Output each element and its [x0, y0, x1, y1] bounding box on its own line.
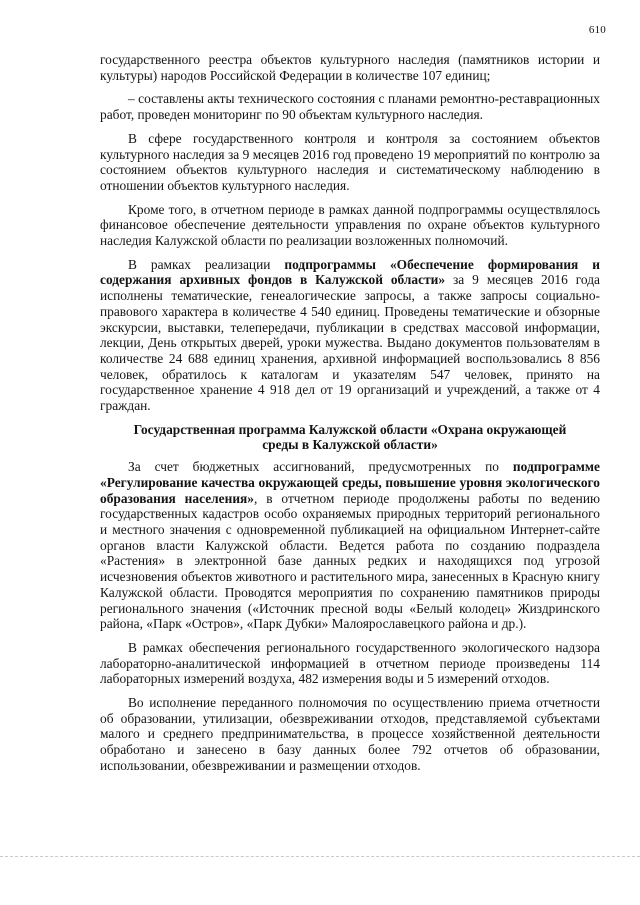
archive-intro-text: В рамках реализации [128, 256, 285, 272]
environment-details-text: , в отчетном периоде продолжены работы по ведению государственных кадастров особо охраняемых природных территорий регионального и местного значения с одновременной публикацией на официальном Интернет-сайте органов власти Калужской области. Ведется работа по созданию подраздела «Растения» в электронной базе данных редких и находящихся под угрозой исчезновения объектов животного и растительного мира, занесенных в Красную книгу Калужской области. Проводятся мероприятия по сохранению памятников природы регионального значения («Источник пресной воды «Белый колодец» Жиздринского района, «Парк «Остров», «Парк Дубки» Малоярославецкого района и др.). [100, 490, 601, 632]
archive-details-text: за 9 месяцев 2016 года исполнены тематические, генеалогические запросы, а также запросы социально-правового характера в количестве 4 540 единиц. Проведены тематические и обзорные экскурсии, выставки, телепередачи, публикации в средствах массовой информации, лекции, День открытых дверей, уроки мужества. Выдано документов пользователям в количестве 24 688 единиц хранения, архивной информацией воспользовались 8 856 человек, обратилось к каталогам и указателям 547 человек, принято на государственное хранение 4 918 дел от 19 организаций и учреждений, а также от 4 граждан. [100, 272, 600, 414]
environment-intro-text: За счет бюджетных ассигнований, предусмотренных по [128, 459, 513, 475]
paragraph-registry-continuation: государственного реестра объектов культурного наследия (памятников истории и культуры) народов Российской Федерации в количестве 107 единиц; [100, 52, 600, 83]
paragraph-environment-subprogram [100, 459, 600, 632]
paragraph-waste-reporting: Во исполнение переданного полномочия по осуществлению приема отчетности об образовании, утилизации, обезвреживании отходов, представляемой субъектами малого и среднего предпринимательства, в процессе хозяйственной деятельности обработано и занесено в базу данных более 792 отчетов об образовании, использовании, обезвреживании и размещении отходов. [100, 695, 600, 773]
paragraph-acts-condition: – составлены акты технического состояния с планами ремонтно-реставрационных работ, проведен мониторинг по 90 объектам культурного наследия. [100, 91, 600, 123]
paragraph-state-control: В сфере государственного контроля и контроля за состоянием объектов культурного наследия за 9 месяцев 2016 год проведено 19 мероприятий по контролю за состоянием объектов культурного наследия и систематическому наблюдению в отношении объектов культурного наследия. [100, 130, 600, 193]
section-heading-environment-program: Государственная программа Калужской области «Охрана окружающей среды в Калужской области» [133, 421, 567, 453]
paragraph-ecological-supervision: В рамках обеспечения регионального государственного экологического надзора лабораторно-аналитической информацией в отчетном периоде произведены 114 лабораторных измерений воздуха, 482 измерения воды и 5 измерений отходов. [100, 639, 600, 687]
page-number: 610 [588, 24, 606, 36]
paragraph-financial-support: Кроме того, в отчетном периоде в рамках данной подпрограммы осуществлялось финансовое обеспечение деятельности управления по охране объектов культурного наследия Калужской области по реализации возложенных полномочий. [100, 201, 600, 249]
document-body [100, 52, 600, 782]
paragraph-archive-subprogram [100, 257, 600, 414]
environment-subprogram-title: подпрограмме «Регулирование качества окружающей среды, повышение уровня экологического образования населения» [100, 459, 600, 506]
scan-edge-line [0, 855, 640, 857]
archive-subprogram-title: подпрограммы «Обеспечение формирования и содержания архивных фондов в Калужской области» [100, 256, 600, 288]
